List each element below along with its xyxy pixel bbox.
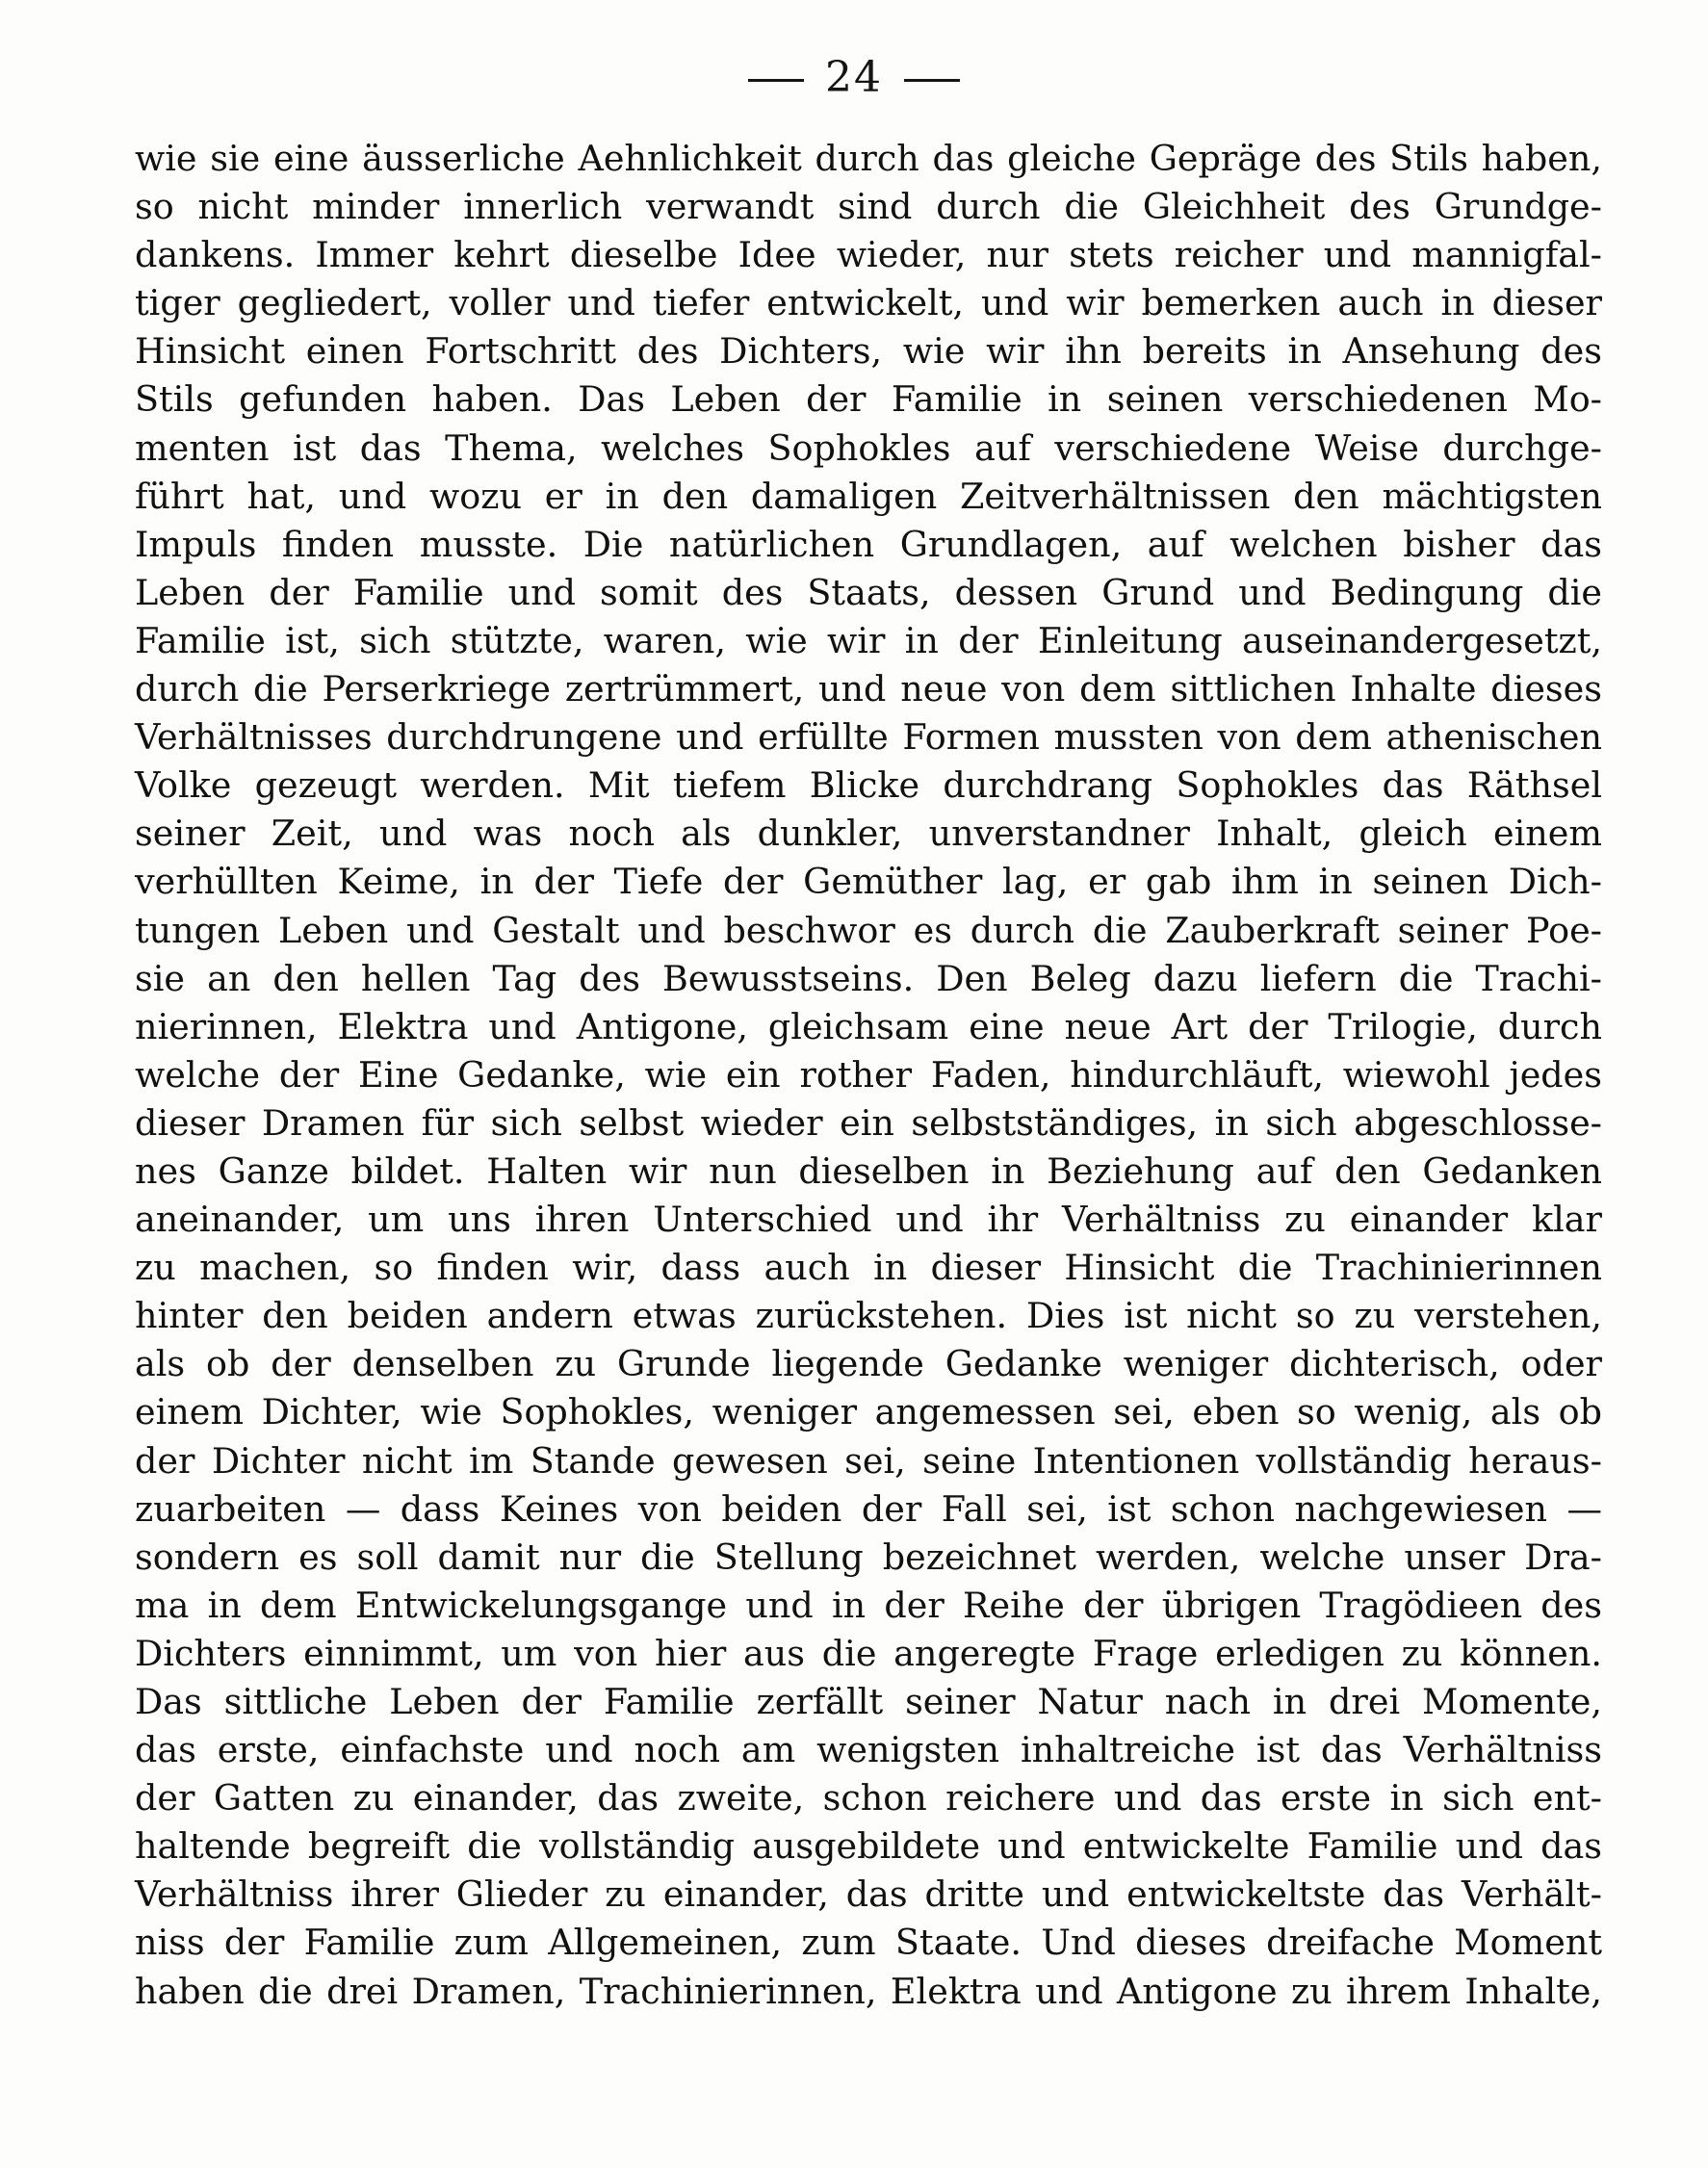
text-line: Verhältniss ihrer Glieder zu einander, das dritte und entwickeltste das Verhält- — [135, 1873, 1602, 1916]
text-line: so nicht minder innerlich verwandt sind durch die Gleichheit des Grundge- — [135, 186, 1602, 228]
text-line: haltende begreift die vollständig ausgebildete und entwickelte Familie und das — [135, 1825, 1602, 1868]
text-line: zu machen, so finden wir, dass auch in dieser Hinsicht die Trachinierinnen — [135, 1247, 1602, 1289]
body-text — [135, 135, 1602, 2016]
text-line: seiner Zeit, und was noch als dunkler, unverstandner Inhalt, gleich einem — [135, 813, 1602, 855]
text-line: wie sie eine äusserliche Aehnlichkeit durch das gleiche Gepräge des Stils haben, — [135, 138, 1602, 179]
text-line: Stils gefunden haben. Das Leben der Familie in seinen verschiedenen Mo- — [135, 378, 1602, 421]
text-line: der Gatten zu einander, das zweite, schon reichere und das erste in sich ent- — [135, 1777, 1602, 1820]
text-line: dankens. Immer kehrt dieselbe Idee wieder, nur stets reicher und mannigfal- — [135, 234, 1602, 276]
header-right-dash — [904, 79, 960, 82]
text-line: sondern es soll damit nur die Stellung bezeichnet werden, welche unser Dra- — [135, 1536, 1602, 1578]
text-line: Das sittliche Leben der Familie zerfällt seiner Natur nach in drei Momente, — [135, 1681, 1602, 1722]
text-line: menten ist das Thema, welches Sophokles auf verschiedene Weise durchge- — [135, 426, 1602, 469]
text-line: Hinsicht einen Fortschritt des Dichters, wie wir ihn bereits in Ansehung des — [135, 330, 1602, 373]
text-line: einem Dichter, wie Sophokles, weniger angemessen sei, eben so wenig, als ob — [135, 1391, 1602, 1433]
text-line: der Dichter nicht im Stande gewesen sei, seine Intentionen vollständig heraus- — [135, 1439, 1602, 1482]
text-line: hinter den beiden andern etwas zurückstehen. Dies ist nicht so zu verstehen, — [135, 1295, 1602, 1337]
text-line: führt hat, und wozu er in den damaligen Zeitverhältnissen den mächtigsten — [135, 475, 1602, 517]
text-line: tiger gegliedert, voller und tiefer entwickelt, und wir bemerken auch in dieser — [135, 282, 1602, 324]
text-line: zuarbeiten — dass Keines von beiden der Fall sei, ist schon nachgewiesen — — [135, 1487, 1602, 1530]
text-line: haben die drei Dramen, Trachinierinnen, Elektra und Antigone zu ihrem Inhalte, — [135, 1970, 1602, 2012]
text-line: durch die Perserkriege zertrümmert, und neue von dem sittlichen Inhalte dieses — [135, 668, 1602, 710]
text-line: das erste, einfachste und noch am wenigsten inhaltreiche ist das Verhältniss — [135, 1729, 1602, 1771]
header-left-dash — [748, 79, 804, 82]
text-line: dieser Dramen für sich selbst wieder ein selbstständiges, in sich abgeschlosse- — [135, 1101, 1602, 1144]
text-line: Leben der Familie und somit des Staats, dessen Grund und Bedingung die — [135, 571, 1602, 613]
text-line: Familie ist, sich stützte, waren, wie wir in der Einleitung auseinandergesetzt, — [135, 619, 1602, 661]
text-line: Dichters einnimmt, um von hier aus die angeregte Frage erledigen zu können. — [135, 1632, 1602, 1674]
text-line: sie an den hellen Tag des Bewusstseins. Den Beleg dazu liefern die Trachi- — [135, 957, 1602, 999]
page-header — [0, 53, 1708, 102]
text-line: als ob der denselben zu Grunde liegende Gedanke weniger dichterisch, oder — [135, 1343, 1602, 1385]
text-line: nierinnen, Elektra und Antigone, gleichsam eine neue Art der Trilogie, durch — [135, 1005, 1602, 1047]
text-line: niss der Familie zum Allgemeinen, zum Staate. Und dieses dreifache Moment — [135, 1922, 1602, 1964]
text-line: Impuls finden musste. Die natürlichen Grundlagen, auf welchen bisher das — [135, 523, 1602, 565]
text-line: aneinander, um uns ihren Unterschied und ihr Verhältniss zu einander klar — [135, 1199, 1602, 1241]
text-line: tungen Leben und Gestalt und beschwor es durch die Zauberkraft seiner Poe- — [135, 909, 1602, 951]
text-line: ma in dem Entwickelungsgange und in der Reihe der übrigen Tragödieen des — [135, 1584, 1602, 1626]
page-number: 24 — [825, 53, 883, 102]
text-line: welche der Eine Gedanke, wie ein rother Faden, hindurchläuft, wiewohl jedes — [135, 1053, 1602, 1096]
text-line: verhüllten Keime, in der Tiefe der Gemüther lag, er gab ihm in seinen Dich- — [135, 861, 1602, 903]
text-line: nes Ganze bildet. Halten wir nun dieselben in Beziehung auf den Gedanken — [135, 1149, 1602, 1192]
text-line: Volke gezeugt werden. Mit tiefem Blicke durchdrang Sophokles das Räthsel — [135, 764, 1602, 807]
text-line: Verhältnisses durchdrungene und erfüllte Formen mussten von dem athenischen — [135, 716, 1602, 759]
